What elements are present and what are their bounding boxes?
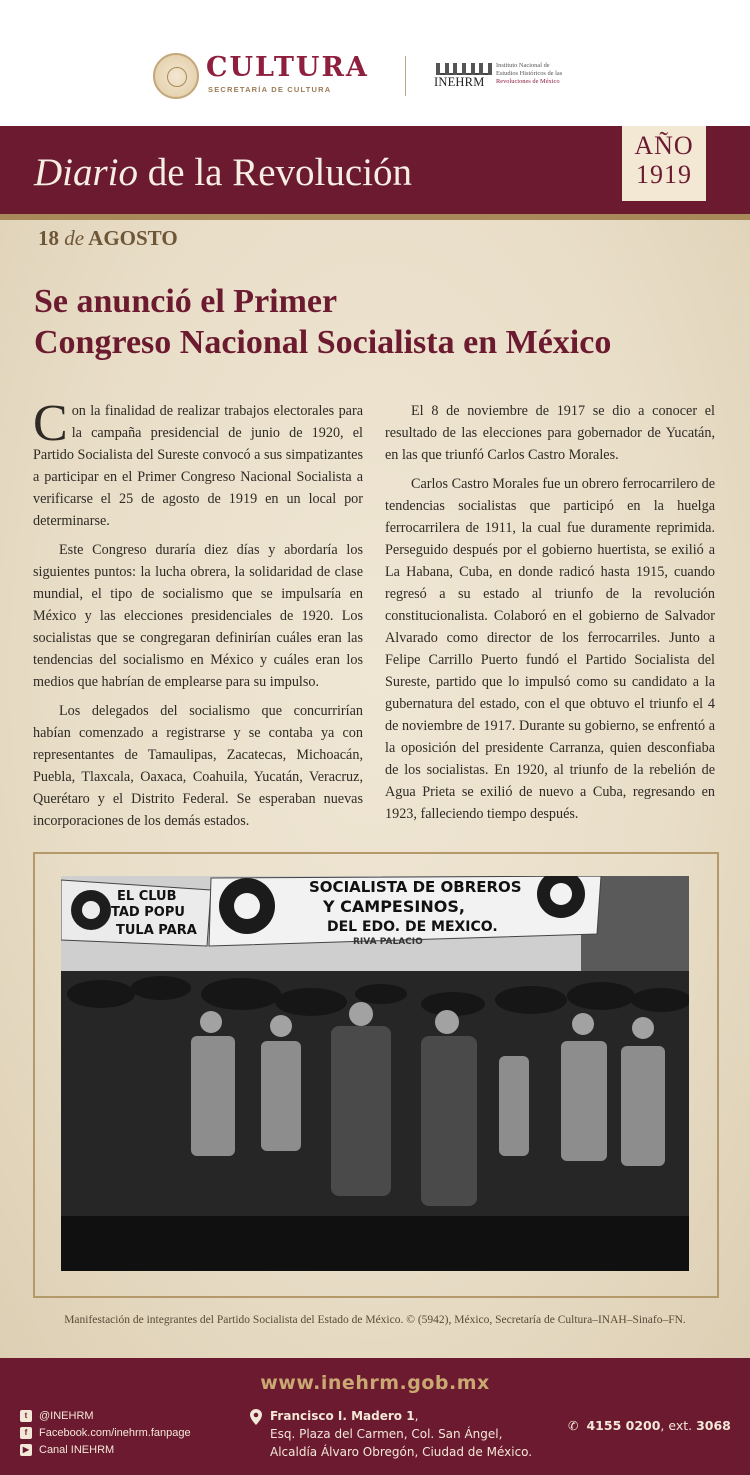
svg-text:SOCIALISTA DE OBREROS: SOCIALISTA DE OBREROS (309, 878, 522, 896)
twitter-link[interactable]: t @INEHRM (20, 1407, 191, 1424)
secretaria-de-cultura-text: SECRETARÍA DE CULTURA (208, 85, 332, 94)
facebook-link[interactable]: f Facebook.com/inehrm.fanpage (20, 1424, 191, 1441)
article-paragraph: Con la finalidad de realizar trabajos electorales para la campaña presidencial de junio de 1920, el Partido Socialista del Sureste convocó a sus simpatizantes a participar en el Primer Congreso Nacional Socialista a verificarse el 25 de agosto de 1919 en un local por determinarse. (33, 395, 363, 529)
svg-text:RIVA PALACIO: RIVA PALACIO (353, 937, 423, 947)
header-logos (0, 0, 750, 126)
social-links (20, 1407, 191, 1458)
phone-icon: ✆ (568, 1418, 579, 1433)
svg-text:DEL EDO. DE MEXICO.: DEL EDO. DE MEXICO. (327, 919, 498, 935)
youtube-icon: ▶ (20, 1444, 32, 1456)
svg-text:TAD POPU: TAD POPU (111, 905, 185, 920)
facebook-icon: f (20, 1427, 32, 1439)
cultura-logo-text: CULTURA (206, 52, 369, 83)
phone-number[interactable]: ✆ 4155 0200, ext. 3068 (568, 1418, 731, 1433)
year-value: 1919 (636, 160, 692, 189)
article-column-right (385, 400, 715, 832)
article-column-left (33, 395, 363, 839)
inehrm-institute-name: Instituto Nacional de Estudios Históricos de las Revoluciones de México (496, 62, 563, 85)
svg-text:EL CLUB: EL CLUB (117, 889, 177, 904)
youtube-link[interactable]: ▶ Canal INEHRM (20, 1441, 191, 1458)
drop-cap: C (33, 395, 68, 452)
article-date: 18 de AGOSTO (38, 226, 178, 250)
website-link[interactable]: www.inehrm.gob.mx (260, 1372, 490, 1394)
logo-divider (405, 56, 406, 96)
photo-caption: Manifestación de integrantes del Partido Socialista del Estado de México. © (5942), México, Secretaría de Cultura–INAH–Sinafo–FN. (64, 1314, 686, 1326)
address: Francisco I. Madero 1, Esq. Plaza del Carmen, Col. San Ángel, Alcaldía Álvaro Obregón, Ciudad de México. (270, 1409, 533, 1459)
inehrm-logo-word: INEHRM (434, 75, 485, 89)
article-paragraph: Este Congreso duraría diez días y abordaría los siguientes puntos: la lucha obrera, la solidaridad de clase mundial, el tipo de socialismo que se impulsaría en México y las elecciones presidenciales de 1920. Los socialistas que se congregaran definirían cuáles eran las tendencias del socialismo en México y cuáles eran los medios que habrían de emplearse para su impulso. (33, 542, 363, 690)
article-paragraph: El 8 de noviembre de 1917 se dio a conocer el resultado de las elecciones para gobernador de Yucatán, en las que triunfó Carlos Castro Morales. (385, 403, 715, 463)
mexico-seal-icon (153, 53, 199, 99)
historical-photo (61, 876, 689, 1271)
twitter-icon: t (20, 1410, 32, 1422)
svg-text:Y CAMPESINOS,: Y CAMPESINOS, (323, 897, 465, 916)
inehrm-building-icon (434, 61, 494, 91)
article-paragraph: Los delegados del socialismo que concurrirían habían comenzado a registrarse y se contaba ya con representantes de Tamaulipas, Zacatecas, Michoacán, Puebla, Tlaxcala, Oaxaca, Coahuila, Yucatán, Veracruz, Querétaro y el Distrito Federal. Se esperaban nuevas incorporaciones de los demás estados. (33, 703, 363, 829)
year-label: AÑO (634, 131, 694, 160)
article-paragraph: Carlos Castro Morales fue un obrero ferrocarrilero de tendencias socialistas que participó en la huelga ferrocarrilera de 1911, la cual fue duramente reprimida. Perseguido después por el gobierno huertista, se exilió a La Habana, Cuba, en donde radicó hasta 1915, cuando regresó a su estado al triunfo de la revolución constitucionalista. Colaboró en el gobierno de Salvador Alvarado como director de los ferrocarriles. Junto a Felipe Carrillo Puerto fundó el Partido Socialista del Sureste, partido que lo impulsó como su candidato a la gubernatura del estado, con el que obtuvo el triunfo el 4 de noviembre de 1917. Durante su gobierno, se enfrentó a la oposición del presidente Carranza, quien desconfiaba de los socialistas. En 1920, al triunfo de la rebelión de Agua Prieta se exilió de nuevo a Cuba, regresando en 1923, falleciendo tiempo después. (385, 476, 715, 822)
publication-title: Diario de la Revolución (34, 151, 413, 194)
year-badge (622, 126, 706, 201)
svg-text:TULA PARA: TULA PARA (116, 923, 197, 938)
article-headline: Se anunció el Primer Congreso Nacional Socialista en México (34, 283, 612, 361)
